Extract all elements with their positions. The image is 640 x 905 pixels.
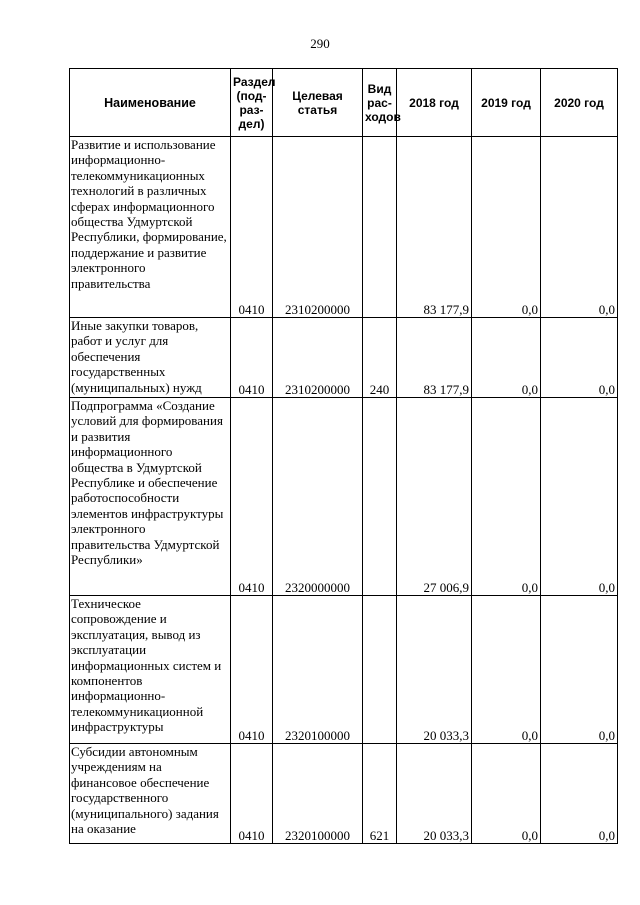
row-2019: 0,0	[472, 398, 541, 596]
row-type: 621	[363, 744, 397, 844]
row-target: 2310200000	[273, 137, 363, 318]
row-2018: 20 033,3	[397, 744, 472, 844]
header-2019: 2019 год	[472, 69, 541, 137]
row-2018: 83 177,9	[397, 318, 472, 398]
row-2018: 83 177,9	[397, 137, 472, 318]
header-2018: 2018 год	[397, 69, 472, 137]
header-target: Целевая статья	[273, 69, 363, 137]
row-name: Иные закупки товаров, работ и услуг для обеспечения государственных (муниципальных) нужд	[70, 318, 231, 398]
row-2020: 0,0	[541, 596, 618, 744]
table-row	[70, 318, 618, 398]
row-name: Развитие и использование информационно-телекоммуникационных технологий в различных сферах информационного общества Удмуртской Республики, формирование, поддержание и развитие электронного правительства	[70, 137, 231, 318]
row-2019: 0,0	[472, 596, 541, 744]
row-target: 2320100000	[273, 744, 363, 844]
row-type	[363, 398, 397, 596]
budget-table	[69, 68, 618, 844]
row-type: 240	[363, 318, 397, 398]
row-type	[363, 596, 397, 744]
table-header-row	[70, 69, 618, 137]
row-2020: 0,0	[541, 744, 618, 844]
page-number: 290	[310, 36, 330, 51]
row-section: 0410	[231, 596, 273, 744]
row-2020: 0,0	[541, 318, 618, 398]
row-2018: 20 033,3	[397, 596, 472, 744]
table-row	[70, 398, 618, 596]
row-2019: 0,0	[472, 744, 541, 844]
header-name: Наименование	[70, 69, 231, 137]
row-name: Субсидии автономным учреждениям на финансовое обеспечение государственного (муниципального) задания на оказание	[70, 744, 231, 844]
row-target: 2310200000	[273, 318, 363, 398]
row-name: Техническое сопровождение и эксплуатация, вывод из эксплуатации информационных систем и компонентов информационно-телекоммуникационной инфраструктуры	[70, 596, 231, 744]
row-type	[363, 137, 397, 318]
header-2020: 2020 год	[541, 69, 618, 137]
row-target: 2320000000	[273, 398, 363, 596]
row-2019: 0,0	[472, 137, 541, 318]
row-2018: 27 006,9	[397, 398, 472, 596]
row-section: 0410	[231, 137, 273, 318]
row-2019: 0,0	[472, 318, 541, 398]
row-2020: 0,0	[541, 398, 618, 596]
table-row	[70, 744, 618, 844]
table-row	[70, 137, 618, 318]
row-section: 0410	[231, 744, 273, 844]
table-row	[70, 596, 618, 744]
header-section: Раздел (под-раз-дел)	[231, 69, 273, 137]
header-type: Вид рас-ходов	[363, 69, 397, 137]
row-section: 0410	[231, 318, 273, 398]
row-section: 0410	[231, 398, 273, 596]
row-target: 2320100000	[273, 596, 363, 744]
row-2020: 0,0	[541, 137, 618, 318]
row-name: Подпрограмма «Создание условий для формирования и развития информационного общества в Удмуртской Республике и обеспечение работоспособности элементов инфраструктуры электронного правительства Удмуртской Республики»	[70, 398, 231, 596]
